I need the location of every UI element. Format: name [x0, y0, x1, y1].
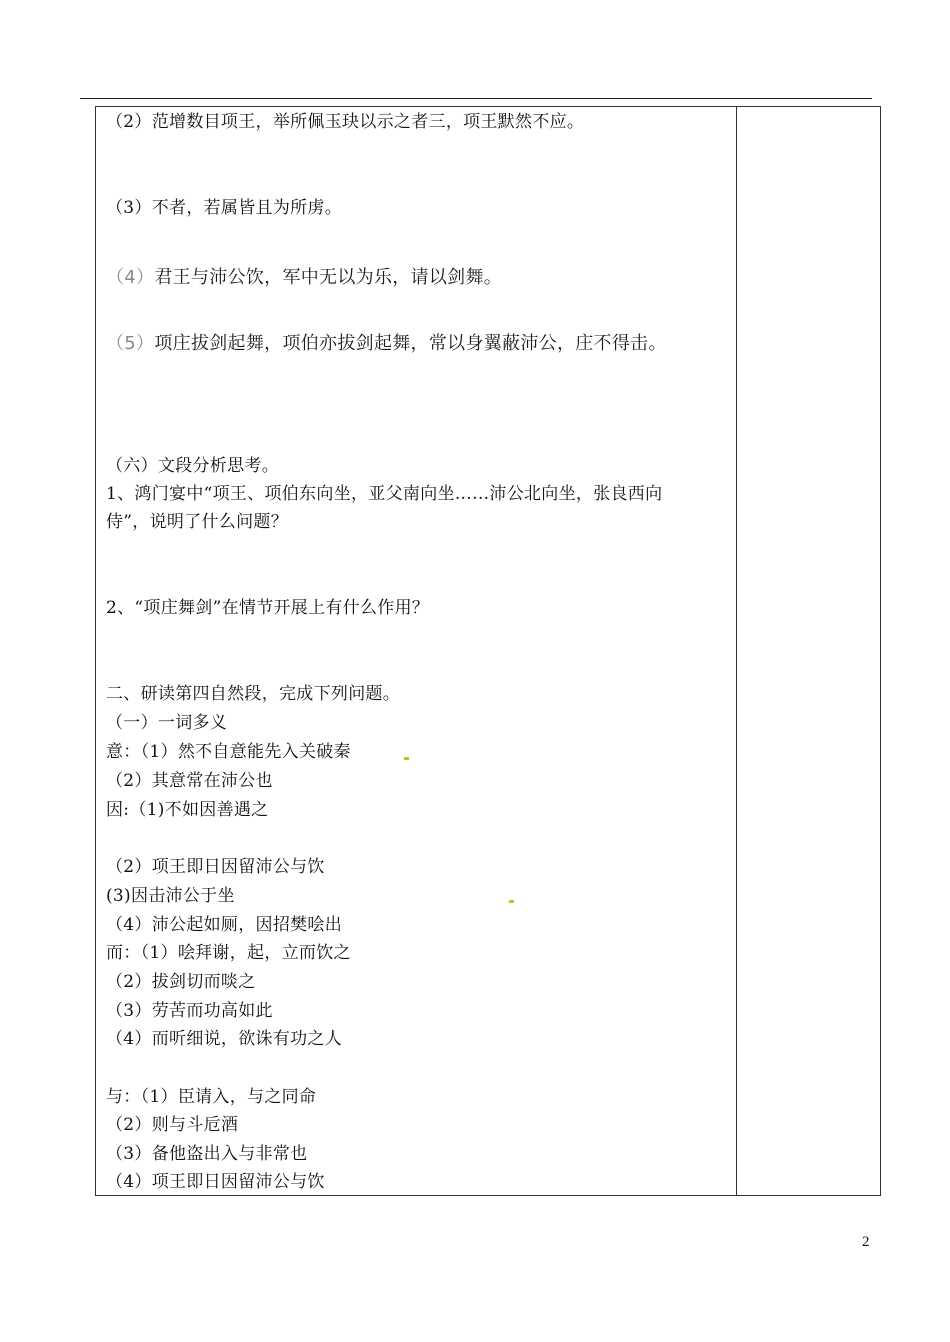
- text-line: （2）其意常在沛公也: [106, 771, 273, 791]
- text-line: （4）项王即日因留沛公与饮: [106, 1172, 325, 1192]
- text-line: 意：（1）然不自意能先入关破秦: [106, 742, 351, 762]
- section-heading: （六）文段分析思考。: [106, 456, 279, 476]
- text-line: （2）则与斗卮酒: [106, 1115, 239, 1135]
- question-line: 1、鸿门宴中“项王、项伯东向坐，亚父南向坐……沛公北向坐，张良西向: [106, 484, 663, 504]
- text-line: （2）项王即日因留沛公与饮: [106, 857, 325, 877]
- table-column-divider: [736, 106, 737, 1196]
- text-line: （3）不者，若属皆且为所虏。: [106, 198, 343, 218]
- question-line: 2、“项庄舞剑”在情节开展上有什么作用？: [106, 598, 430, 618]
- item-text: 君王与沛公饮，军中无以为乐，请以剑舞。: [154, 267, 503, 288]
- text-line: 与：（1）臣请入，与之同命: [106, 1087, 317, 1107]
- section-heading: 二、研读第四自然段，完成下列问题。: [106, 684, 401, 704]
- text-line-screenshot: [106, 334, 667, 354]
- item-text: 项庄拔剑起舞，项伯亦拔剑起舞，常以身翼蔽沛公，庄不得击。: [154, 333, 667, 354]
- text-line: （3）劳苦而功高如此: [106, 1001, 273, 1021]
- item-number: （5）: [106, 333, 155, 354]
- text-line: （4）而听细说，欲诛有功之人: [106, 1029, 343, 1049]
- header-rule: [80, 98, 872, 99]
- item-number: （4）: [106, 267, 155, 288]
- text-line: （2）范增数目项王，举所佩玉玦以示之者三，项王默然不应。: [106, 112, 585, 132]
- text-line: 因:（1)不如因善遇之: [106, 800, 269, 820]
- subsection-heading: （一）一词多义: [106, 713, 228, 733]
- text-line: (3)因击沛公于坐: [106, 886, 235, 906]
- text-line: （3）备他盗出入与非常也: [106, 1144, 308, 1164]
- question-line: 侍”，说明了什么问题？: [106, 512, 288, 532]
- text-line: 而：（1）哙拜谢，起，立而饮之: [106, 943, 351, 963]
- highlight-mark: [404, 757, 409, 760]
- text-line: （4）沛公起如厕，因招樊哙出: [106, 915, 343, 935]
- text-line-screenshot: [106, 268, 502, 288]
- highlight-mark: [509, 900, 514, 903]
- text-line: （2）拔剑切而啖之: [106, 972, 256, 992]
- page-number: 2: [862, 1234, 870, 1250]
